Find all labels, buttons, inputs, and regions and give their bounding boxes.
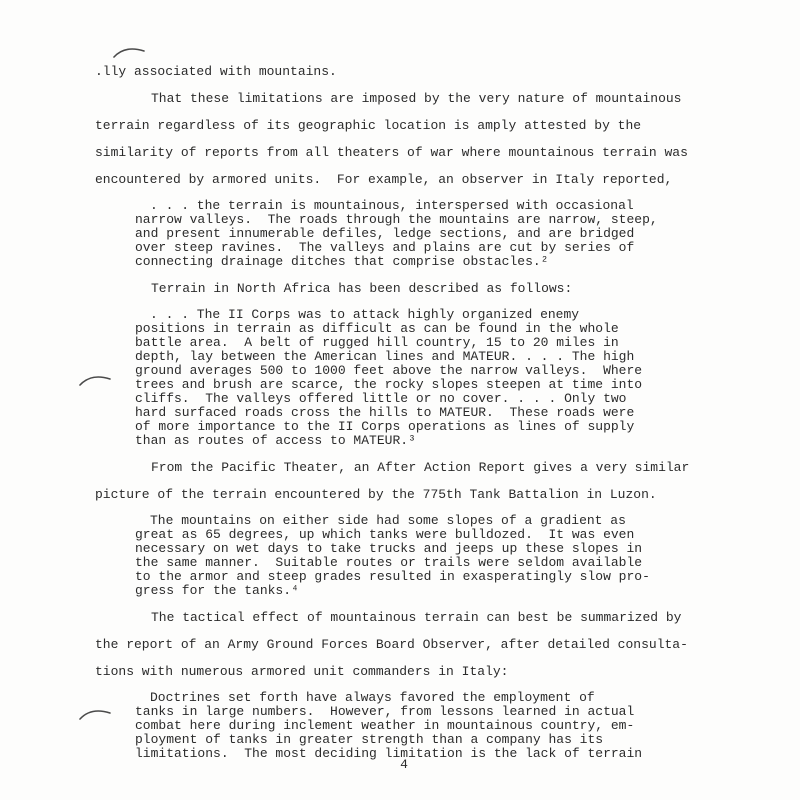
paragraph: [95, 604, 713, 685]
block-quote: [135, 308, 713, 448]
text-line: connecting drainage ditches that comprise obstacles.²: [135, 254, 549, 269]
text-line: ployment of tanks in greater strength than a company has its: [135, 732, 604, 747]
text-line: . . . The II Corps was to attack highly organized enemy: [150, 307, 580, 322]
text-line: encountered by armored units. For example, an observer in Italy reported,: [95, 172, 673, 187]
text-line: necessary on wet days to take trucks and jeeps up these slopes in: [135, 541, 643, 556]
paragraph: [95, 58, 713, 85]
text-line: Terrain in North Africa has been described as follows:: [151, 281, 573, 296]
text-line: the same manner. Suitable routes or trails were seldom available: [135, 555, 643, 570]
text-line: over steep ravines. The valleys and plains are cut by series of: [135, 240, 635, 255]
page-number: 4: [400, 757, 408, 772]
paragraph: [95, 85, 713, 193]
text-line: picture of the terrain encountered by the 775th Tank Battalion in Luzon.: [95, 487, 657, 502]
text-line: positions in terrain as difficult as can be found in the whole: [135, 321, 619, 336]
text-line: limitations. The most deciding limitation is the lack of terrain: [135, 746, 643, 761]
text-line: combat here during inclement weather in mountainous country, em-: [135, 718, 635, 733]
text-line: The mountains on either side had some slopes of a gradient as: [150, 513, 626, 528]
text-line: ground averages 500 to 1000 feet above the narrow valleys. Where: [135, 363, 643, 378]
text-line: . . . the terrain is mountainous, interspersed with occasional: [150, 198, 634, 213]
text-line: hard surfaced roads cross the hills to MATEUR. These roads were: [135, 405, 635, 420]
text-line: From the Pacific Theater, an After Action Report gives a very similar: [151, 460, 690, 475]
text-line: tions with numerous armored unit commanders in Italy:: [95, 664, 509, 679]
text-line: battle area. A belt of rugged hill country, 15 to 20 miles in: [135, 335, 619, 350]
text-line: of more importance to the II Corps operations as lines of supply: [135, 419, 635, 434]
text-line: narrow valleys. The roads through the mountains are narrow, steep,: [135, 212, 658, 227]
block-quote: [135, 514, 713, 598]
text-line: depth, lay between the American lines and MATEUR. . . . The high: [135, 349, 635, 364]
text-line: cliffs. The valleys offered little or no cover. . . . Only two: [135, 391, 627, 406]
text-line: tanks in large numbers. However, from lessons learned in actual: [135, 704, 635, 719]
text-line: That these limitations are imposed by the very nature of mountainous: [151, 91, 682, 106]
text-line: trees and brush are scarce, the rocky slopes steepen at time into: [135, 377, 643, 392]
text-line: The tactical effect of mountainous terrain can best be summarized by: [151, 610, 682, 625]
text-line: than as routes of access to MATEUR.³: [135, 433, 416, 448]
text-line: Doctrines set forth have always favored the employment of: [150, 690, 595, 705]
text-line: terrain regardless of its geographic location is amply attested by the: [95, 118, 642, 133]
block-quote: [135, 691, 713, 761]
text-line: .lly associated with mountains.: [95, 64, 337, 79]
paragraph: [95, 454, 713, 508]
text-line: the report of an Army Ground Forces Board Observer, after detailed consulta-: [95, 637, 688, 652]
text-line: gress for the tanks.⁴: [135, 583, 299, 598]
block-quote: [135, 199, 713, 269]
text-line: to the armor and steep grades resulted in exasperatingly slow pro-: [135, 569, 650, 584]
paragraph: [95, 275, 713, 302]
text-line: great as 65 degrees, up which tanks were bulldozed. It was even: [135, 527, 635, 542]
document-content: [95, 58, 713, 767]
text-line: similarity of reports from all theaters of war where mountainous terrain was: [95, 145, 688, 160]
text-line: and present innumerable defiles, ledge sections, and are bridged: [135, 226, 635, 241]
